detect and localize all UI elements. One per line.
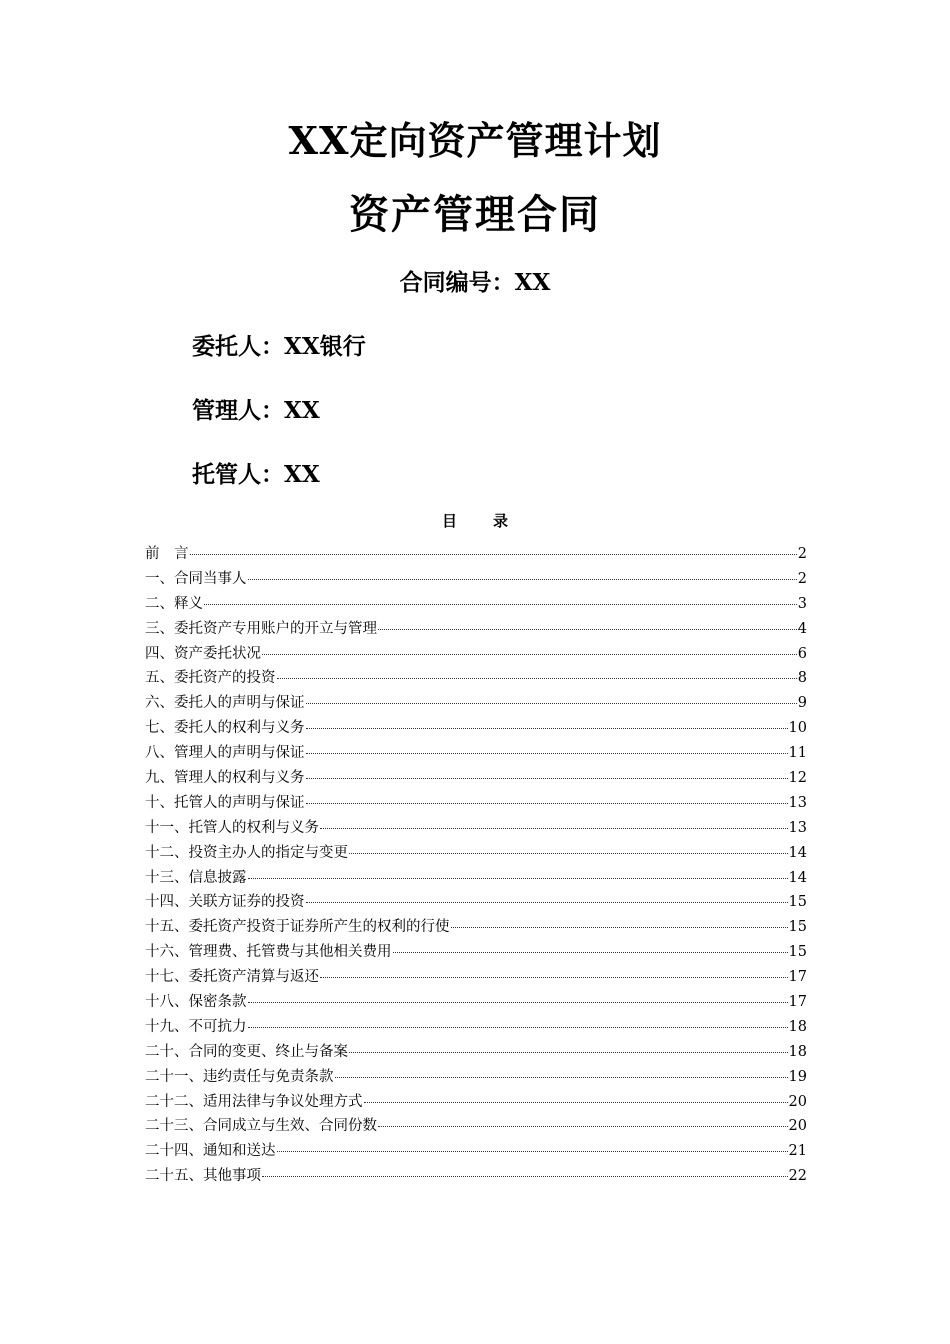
toc-dot-leader: [320, 828, 788, 829]
toc-entry-page: 4: [797, 620, 807, 637]
toc-entry-page: 3: [797, 595, 807, 612]
toc-entry-page: 22: [788, 1168, 807, 1185]
toc-entry-title: 二、释义: [145, 595, 203, 612]
toc-dot-leader: [306, 753, 788, 754]
toc-entry-title: 三、委托资产专用账户的开立与管理: [145, 620, 377, 637]
toc-entry[interactable]: [145, 965, 807, 990]
toc-entry[interactable]: [145, 567, 807, 592]
toc-entry[interactable]: [145, 1114, 807, 1139]
toc-entry-title: 十一、托管人的权利与义务: [145, 819, 319, 836]
toc-entry-page: 13: [788, 819, 807, 836]
toc-entry[interactable]: [145, 666, 807, 691]
toc-dot-leader: [277, 1151, 788, 1152]
toc-entry-page: 11: [788, 745, 807, 762]
toc-entry-page: 14: [788, 844, 807, 861]
toc-entry[interactable]: [145, 766, 807, 791]
contract-number: 合同编号：XX: [399, 269, 551, 296]
toc-dot-leader: [306, 728, 788, 729]
party-manager: 管理人：XX: [192, 397, 320, 424]
toc-dot-leader: [349, 1052, 788, 1053]
toc-entry-title: 十六、管理费、托管费与其他相关费用: [145, 944, 392, 961]
toc-dot-leader: [306, 803, 788, 804]
toc-entry-page: 15: [788, 894, 807, 911]
toc-entry-page: 14: [788, 869, 807, 886]
toc-dot-leader: [364, 1102, 788, 1103]
toc-entry[interactable]: [145, 1139, 807, 1164]
toc-entry[interactable]: [145, 866, 807, 891]
toc-entry-title: 十七、委托资产清算与返还: [145, 969, 319, 986]
toc-entry-title: 十二、投资主办人的指定与变更: [145, 844, 348, 861]
toc-entry-page: 17: [788, 969, 807, 986]
toc-entry-title: 七、委托人的权利与义务: [145, 720, 305, 737]
toc-dot-leader: [204, 604, 797, 605]
toc-entry-page: 20: [788, 1118, 807, 1135]
toc-entry-title: 十四、关联方证券的投资: [145, 894, 305, 911]
toc-dot-leader: [262, 654, 797, 655]
toc-dot-leader: [306, 703, 797, 704]
toc-entry[interactable]: [145, 841, 807, 866]
toc-entry-title: 九、管理人的权利与义务: [145, 770, 305, 787]
toc-dot-leader: [306, 778, 788, 779]
toc-entry-title: 四、资产委托状况: [145, 645, 261, 662]
toc-entry[interactable]: [145, 791, 807, 816]
toc-dot-leader: [378, 629, 797, 630]
toc-entry-page: 20: [788, 1093, 807, 1110]
toc-entry-title: 六、委托人的声明与保证: [145, 695, 305, 712]
toc-entry-page: 17: [788, 994, 807, 1011]
toc-entry[interactable]: [145, 617, 807, 642]
toc-entry-title: 二十二、适用法律与争议处理方式: [145, 1093, 363, 1110]
toc-dot-leader: [320, 977, 788, 978]
toc-entry-title: 十、托管人的声明与保证: [145, 794, 305, 811]
toc-entry-title: 二十三、合同成立与生效、合同份数: [145, 1118, 377, 1135]
toc-entry-page: 2: [797, 546, 807, 562]
toc-dot-leader: [349, 853, 788, 854]
toc-entry[interactable]: [145, 940, 807, 965]
toc-entry-page: 8: [797, 670, 807, 687]
toc-entry-title: 前 言: [145, 546, 189, 562]
toc-entry[interactable]: [145, 741, 807, 766]
toc-entry-title: 二十五、其他事项: [145, 1168, 261, 1185]
toc-entry-page: 15: [788, 919, 807, 936]
document-title: XX定向资产管理计划: [288, 118, 662, 163]
toc-entry-page: 15: [788, 944, 807, 961]
toc-dot-leader: [248, 878, 788, 879]
toc-entry-page: 21: [788, 1143, 807, 1160]
toc-entry[interactable]: [145, 691, 807, 716]
toc-entry-title: 八、管理人的声明与保证: [145, 745, 305, 762]
party-principal: 委托人：XX银行: [192, 333, 366, 360]
toc-dot-leader: [277, 678, 797, 679]
toc-entry-title: 二十、合同的变更、终止与备案: [145, 1043, 348, 1060]
toc-entry[interactable]: [145, 642, 807, 667]
table-of-contents: [145, 542, 807, 1189]
toc-entry-page: 18: [788, 1018, 807, 1035]
toc-dot-leader: [306, 902, 788, 903]
party-custodian: 托管人：XX: [192, 461, 320, 488]
toc-entry-title: 十八、保密条款: [145, 994, 247, 1011]
toc-entry-page: 2: [797, 570, 807, 587]
toc-dot-leader: [248, 1027, 788, 1028]
toc-entry[interactable]: [145, 1065, 807, 1090]
toc-entry[interactable]: [145, 1015, 807, 1040]
toc-dot-leader: [393, 952, 788, 953]
toc-entry-page: 10: [788, 720, 807, 737]
toc-entry-page: 12: [788, 770, 807, 787]
toc-dot-leader: [451, 927, 788, 928]
toc-heading: 目录: [441, 512, 544, 530]
toc-entry-page: 6: [797, 645, 807, 662]
toc-entry[interactable]: [145, 1090, 807, 1115]
document-subtitle: 资产管理合同: [349, 191, 601, 238]
toc-dot-leader: [248, 579, 797, 580]
toc-entry[interactable]: [145, 990, 807, 1015]
toc-entry[interactable]: [145, 890, 807, 915]
toc-entry-title: 十三、信息披露: [145, 869, 247, 886]
toc-entry[interactable]: [145, 1040, 807, 1065]
toc-dot-leader: [190, 554, 797, 555]
toc-entry[interactable]: [145, 915, 807, 940]
toc-entry-title: 二十一、违约责任与免责条款: [145, 1068, 334, 1085]
toc-dot-leader: [335, 1077, 788, 1078]
toc-entry-page: 18: [788, 1043, 807, 1060]
toc-entry-title: 二十四、通知和送达: [145, 1143, 276, 1160]
toc-entry[interactable]: [145, 816, 807, 841]
toc-dot-leader: [378, 1126, 788, 1127]
toc-entry[interactable]: [145, 716, 807, 741]
toc-dot-leader: [262, 1176, 788, 1177]
toc-entry-title: 一、合同当事人: [145, 570, 247, 587]
toc-entry-title: 十五、委托资产投资于证券所产生的权利的行使: [145, 919, 450, 936]
toc-entry-page: 9: [797, 695, 807, 712]
toc-dot-leader: [248, 1002, 788, 1003]
toc-entry-title: 五、委托资产的投资: [145, 670, 276, 687]
toc-entry[interactable]: [145, 542, 807, 567]
toc-entry[interactable]: [145, 592, 807, 617]
toc-entry[interactable]: [145, 1164, 807, 1189]
toc-entry-title: 十九、不可抗力: [145, 1018, 247, 1035]
toc-entry-page: 13: [788, 794, 807, 811]
toc-entry-page: 19: [788, 1068, 807, 1085]
